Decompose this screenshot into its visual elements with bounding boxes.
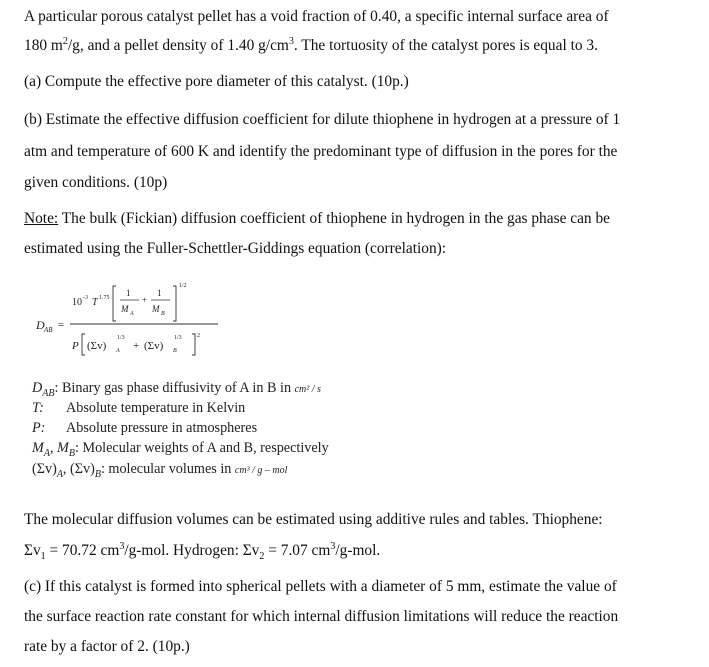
eq-right-bracket-top [173,286,176,321]
eq-sigma-a-exp: 1/3 [117,335,125,341]
eq-lhs: D [36,318,45,332]
def-dab: $D_{AB}$: Binary gas phase diffusivity of A in B in cm² / s [32,380,321,399]
eq-MB-sub: B [161,311,165,317]
note-line-2: estimated using the Fuller-Schettler-Giddings equation (correlation): [24,240,447,257]
molecular-line-2: $\Sigma v_1 = 70.72$ $cm^3/g$-mol. Hydrogen: $\Sigma v_2 = 7.07$ $cm^3/g$-mol. [24,540,381,563]
eq-MA: M [121,304,129,314]
def-temperature: T: Absolute temperature in Kelvin [32,400,246,416]
part-c-line-2: the surface reaction rate constant for which internal diffusion limitations will reduce the reaction [24,608,619,625]
part-c-line-3: rate by a factor of 2. (10p.) [24,638,190,655]
eq-outer-bot-exp: 2 [197,333,200,339]
eq-left-bracket-bot [82,334,85,355]
def-molecular-weights: $M_A$, $M_B$: Molecular weights of A and B, respectively [32,440,329,459]
eq-sigma-b-sub: B [173,348,177,354]
eq-one-b: 1 [157,288,162,298]
part-a-question: (a) Compute the effective pore diameter of this catalyst. (10p.) [24,73,409,90]
part-b-line-3: given conditions. (10p) [24,174,168,191]
intro-line-2: 180 $m^2/g$, and a pellet density of 1.40 $g/cm^3$. The tortuosity of the catalyst pores is equal to 3. [24,35,598,54]
def-molecular-volumes: $(\Sigma v)_A$, $(\Sigma v)_B$: molecular volumes in cm³ / g – mol [32,461,288,480]
part-c-line-1: (c) If this catalyst is formed into spherical pellets with a diameter of 5 mm, estimate the value of [24,578,617,595]
def-pressure: P: Absolute pressure in atmospheres [32,420,258,436]
eq-P: P [72,340,79,352]
eq-equals: = [58,319,65,331]
intro-line-1: A particular porous catalyst pellet has a void fraction of 0.40, a specific internal surface area of [24,8,609,25]
eq-outer-exp: 1/2 [179,283,187,289]
fuller-equation [36,277,256,373]
eq-plus-top: + [142,295,148,305]
part-b-line-2: atm and temperature of 600 K and identify the predominant type of diffusion in the pores for the [24,143,618,160]
eq-left-bracket-top [113,286,116,321]
eq-one-a: 1 [126,288,131,298]
eq-T-exp: 1.75 [99,295,110,301]
eq-lhs-sub: AB [44,326,53,334]
eq-coef: 10 [72,297,82,308]
eq-T: T [92,297,98,308]
part-b-line-1: (b) Estimate the effective diffusion coefficient for dilute thiophene in hydrogen at a pressure of 1 [24,111,621,128]
eq-coef-exp: -3 [83,295,88,301]
eq-plus-bot: + [133,340,140,352]
eq-sigma-a: (Σv) [87,340,107,352]
eq-sigma-a-sub: A [116,348,120,354]
eq-MA-sub: A [130,311,134,317]
note-line-1: Note: The bulk (Fickian) diffusion coefficient of thiophene in hydrogen in the gas phase can be [24,210,610,227]
eq-sigma-b: (Σv) [144,340,164,352]
eq-right-bracket-bot [192,334,195,355]
eq-sigma-b-exp: 1/3 [174,335,182,341]
note-label: Note: [24,210,59,227]
molecular-line-1: The molecular diffusion volumes can be estimated using additive rules and tables. Thiophene: [24,511,603,528]
eq-MB: M [152,304,160,314]
